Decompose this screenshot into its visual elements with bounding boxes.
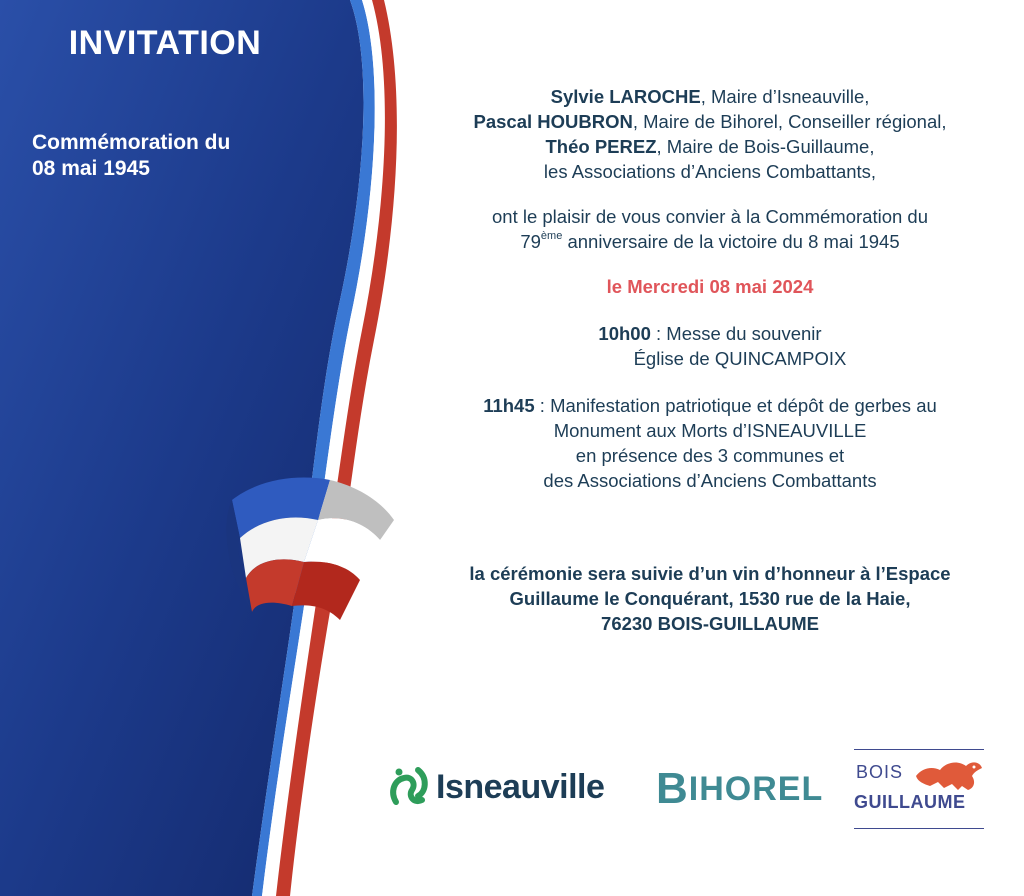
event-2-line-2: Monument aux Morts d’ISNEAUVILLE bbox=[553, 420, 867, 441]
lion-emblem-icon bbox=[912, 754, 984, 794]
invitation-title: INVITATION bbox=[68, 24, 262, 62]
associations-line: les Associations d’Anciens Combattants, bbox=[543, 161, 877, 182]
bihorel-logo-text: IHOREL bbox=[688, 769, 824, 808]
isneauville-logo bbox=[388, 757, 604, 817]
invite-line-2 bbox=[410, 229, 1010, 254]
bihorel-logo-b: B bbox=[656, 764, 689, 813]
bois-guillaume-logo bbox=[854, 749, 984, 829]
event-2-sep: : bbox=[534, 395, 551, 416]
host-role: , Maire d’Isneauville, bbox=[700, 86, 870, 107]
isneauville-logo-text: Isneauville bbox=[436, 767, 605, 806]
host-name: Sylvie LAROCHE bbox=[550, 86, 701, 107]
subtitle-line-2: 08 mai 1945 bbox=[32, 157, 150, 180]
subtitle-line-1: Commémoration du bbox=[32, 131, 231, 154]
anniversary-number: 79 bbox=[520, 231, 541, 252]
invite-line-2-rest: anniversaire de la victoire du 8 mai 1945 bbox=[562, 231, 900, 252]
invitation-body bbox=[410, 84, 1010, 636]
event-date: le Mercredi 08 mai 2024 bbox=[606, 276, 814, 297]
anniversary-suffix: ème bbox=[540, 229, 563, 242]
event-2-time: 11h45 bbox=[483, 395, 535, 416]
event-2-desc: Manifestation patriotique et dépôt de gerbes au bbox=[550, 395, 937, 416]
event-1-desc: Messe du souvenir bbox=[666, 323, 822, 344]
host-line bbox=[410, 84, 1010, 109]
host-role: , Maire de Bihorel, Conseiller régional, bbox=[632, 111, 947, 132]
event-1-line bbox=[410, 321, 1010, 346]
reception-line-1: la cérémonie sera suivie d’un vin d’honneur à l’Espace bbox=[469, 563, 951, 584]
partner-logos bbox=[380, 745, 1000, 835]
commemoration-subtitle bbox=[32, 130, 302, 182]
bihorel-logo bbox=[656, 759, 823, 819]
host-name: Pascal HOUBRON bbox=[473, 111, 633, 132]
host-line bbox=[410, 134, 1010, 159]
event-2-line bbox=[410, 393, 1010, 418]
event-1-sep: : bbox=[650, 323, 667, 344]
event-1-time: 10h00 bbox=[598, 323, 651, 344]
invite-line-1: ont le plaisir de vous convier à la Commémoration du bbox=[492, 206, 928, 227]
host-line bbox=[410, 109, 1010, 134]
event-2-line-4: des Associations d’Anciens Combattants bbox=[543, 470, 877, 491]
isneauville-emblem-icon bbox=[388, 762, 432, 812]
event-1-place: Église de QUINCAMPOIX bbox=[633, 348, 847, 369]
host-name: Théo PEREZ bbox=[545, 136, 657, 157]
event-2-line-3: en présence des 3 communes et bbox=[575, 445, 845, 466]
flag-ribbon-fold bbox=[226, 477, 394, 620]
reception-line-2: Guillaume le Conquérant, 1530 rue de la Haie, bbox=[509, 588, 911, 609]
reception-line-3: 76230 BOIS-GUILLAUME bbox=[601, 613, 819, 634]
host-role: , Maire de Bois-Guillaume, bbox=[656, 136, 875, 157]
bois-guillaume-logo-line-1: BOIS bbox=[856, 762, 904, 782]
bois-guillaume-logo-line-2: GUILLAUME bbox=[854, 792, 966, 812]
